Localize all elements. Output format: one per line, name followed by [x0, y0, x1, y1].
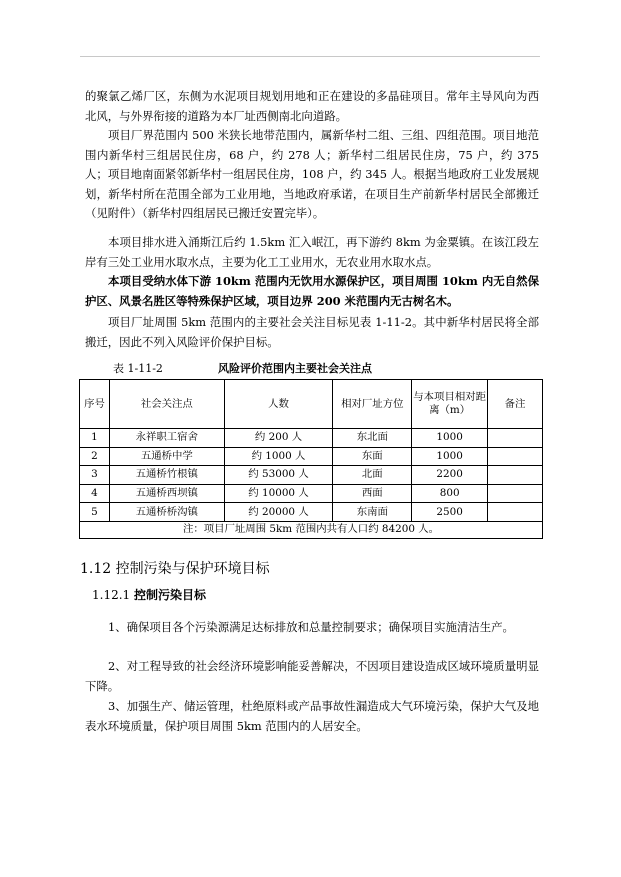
- cell-direction: 北面: [333, 466, 412, 485]
- cell-population: 约 10000 人: [224, 484, 333, 503]
- table-caption-number: 表 1-11-2: [113, 362, 163, 375]
- subsection-title: 控制污染目标: [134, 588, 207, 602]
- cell-distance: 2500: [412, 503, 488, 522]
- section-number: 1.12: [80, 561, 112, 577]
- cell-target: 五通桥西坝镇: [109, 484, 224, 503]
- cell-remark: [488, 429, 543, 448]
- header-direction: 相对厂址方位: [333, 380, 412, 429]
- cell-target: 永祥职工宿舍: [109, 429, 224, 448]
- header-population: 人数: [224, 380, 333, 429]
- header-rule: [80, 56, 540, 57]
- table-row: [80, 484, 543, 503]
- cell-index: 2: [80, 447, 110, 466]
- cell-direction: 东北面: [333, 429, 412, 448]
- header-target: 社会关注点: [109, 380, 224, 429]
- cell-target: 五通桥桥沟镇: [109, 503, 224, 522]
- goal-item: 1、确保项目各个污染源满足达标排放和总量控制要求；确保项目实施清洁生产。: [108, 620, 514, 634]
- cell-index: 4: [80, 484, 110, 503]
- cell-population: 约 200 人: [224, 429, 333, 448]
- header-distance: 与本项目相对距离（m）: [412, 380, 488, 429]
- cell-index: 5: [80, 503, 110, 522]
- section-heading: [80, 560, 270, 578]
- cell-distance: 800: [412, 484, 488, 503]
- paragraph-protected-areas: 本项目受纳水体下游 10km 范围内无饮用水源保护区，项目周围 10km 内无自然保护区、风景名胜区等特殊保护区域，项目边界 200 米范围内无古树名木。: [85, 274, 539, 308]
- header-remark: 备注: [488, 380, 543, 429]
- cell-remark: [488, 484, 543, 503]
- paragraph-residents: 项目厂界范围内 500 米狭长地带范围内，属新华村二组、三组、四组范围。项目地范围内新华村三组居民住房，68 户，约 278 人；新华村二组居民住房，75 户，约 375 人；项目地南面紧邻新华村一组居民住房，108 户，约 345 人。根据当地政府工业发展规划，新华村所在范围全部为工业用地，当地政府承诺，在项目生产前新华村居民全部搬迁（见附件）（新华村四组居民已搬迁安置完毕）。: [85, 128, 539, 221]
- section-title: 控制污染与保护环境目标: [115, 561, 270, 577]
- subsection-number: 1.12.1: [92, 588, 131, 602]
- cell-distance: 1000: [412, 429, 488, 448]
- cell-target: 五通桥中学: [109, 447, 224, 466]
- cell-distance: 2200: [412, 466, 488, 485]
- paragraph-social-targets: 项目厂址周围 5km 范围内的主要社会关注目标见表 1-11-2。其中新华村居民将全部搬迁，因此不列入风险评价保护目标。: [85, 315, 539, 349]
- table-row: [80, 447, 543, 466]
- table-note-row: [80, 521, 543, 538]
- paragraph-drainage: 本项目排水进入涌斯江后约 1.5km 汇入岷江，再下游约 8km 为金粟镇。在该江段左岸有三处工业用水取水点，主要为化工工业用水，无农业用水取水点。: [85, 235, 539, 269]
- table-row: [80, 466, 543, 485]
- cell-population: 约 1000 人: [224, 447, 333, 466]
- cell-direction: 西面: [333, 484, 412, 503]
- table-header-row: [80, 380, 543, 429]
- cell-remark: [488, 466, 543, 485]
- cell-index: 1: [80, 429, 110, 448]
- table-caption-title: 风险评价范围内主要社会关注点: [218, 362, 372, 375]
- table-row: [80, 429, 543, 448]
- cell-direction: 东面: [333, 447, 412, 466]
- cell-target: 五通桥竹根镇: [109, 466, 224, 485]
- cell-population: 约 20000 人: [224, 503, 333, 522]
- goal-item: 2、对工程导致的社会经济环境影响能妥善解决，不因项目建设造成区域环境质量明显下降。: [85, 659, 539, 693]
- subsection-heading: [92, 587, 206, 603]
- cell-direction: 东南面: [333, 503, 412, 522]
- cell-remark: [488, 503, 543, 522]
- cell-population: 约 53000 人: [224, 466, 333, 485]
- table-note: 注：项目厂址周围 5km 范围内共有人口约 84200 人。: [80, 521, 543, 538]
- cell-distance: 1000: [412, 447, 488, 466]
- header-index: 序号: [80, 380, 110, 429]
- cell-remark: [488, 447, 543, 466]
- social-targets-table: [79, 379, 543, 539]
- paragraph-land-use: 的聚氯乙烯厂区，东侧为水泥项目规划用地和正在建设的多晶硅项目。常年主导风向为西北风，与外界衔接的道路为本厂址西侧南北向道路。: [85, 89, 539, 123]
- goal-item: 3、加强生产、储运管理，杜绝原料或产品事故性漏造成大气环境污染，保护大气及地表水环境质量，保护项目周围 5km 范围内的人居安全。: [85, 699, 539, 733]
- cell-index: 3: [80, 466, 110, 485]
- table-row: [80, 503, 543, 522]
